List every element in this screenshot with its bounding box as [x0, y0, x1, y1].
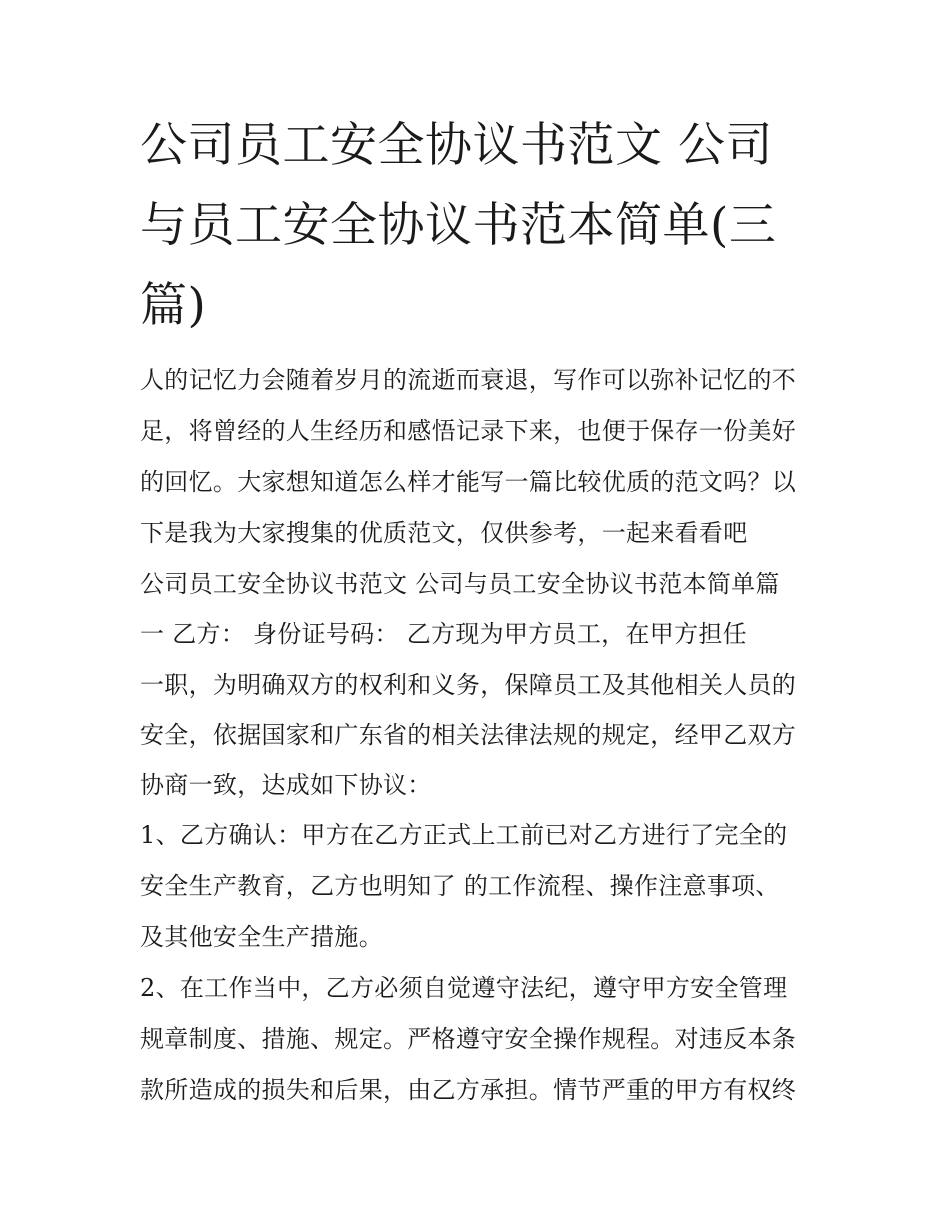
- paragraph-line: 协商一致，达成如下协议：: [140, 771, 432, 799]
- paragraph-line: 人的记忆力会随着岁月的流逝而衰退，写作可以弥补记忆的不: [140, 366, 797, 394]
- paragraph-line: 款所造成的损失和后果，由乙方承担。情节严重的甲方有权终: [140, 1076, 797, 1104]
- paragraph-line: 的回忆。大家想知道怎么样才能写一篇比较优质的范文吗？以: [140, 468, 797, 496]
- paragraph-line: 一职，为明确双方的权利和义务，保障员工及其他相关人员的: [140, 671, 797, 699]
- document-title-line-2: 与员工安全协议书范本简单(三: [140, 198, 777, 253]
- paragraph-line: 一 乙方： 身份证号码： 乙方现为甲方员工，在甲方担任: [140, 620, 747, 648]
- paragraph-line: 2、在工作当中，乙方必须自觉遵守法纪，遵守甲方安全管理: [140, 974, 788, 1002]
- paragraph-line: 1、乙方确认：甲方在乙方正式上工前已对乙方进行了完全的: [140, 821, 788, 849]
- paragraph-line: 规章制度、措施、规定。严格遵守安全操作规程。对违反本条: [140, 1025, 797, 1053]
- paragraph-line: 足，将曾经的人生经历和感悟记录下来，也便于保存一份美好: [140, 417, 797, 445]
- paragraph-line: 安全生产教育，乙方也明知了 的工作流程、操作注意事项、: [140, 872, 780, 900]
- paragraph-line: 下是我为大家搜集的优质范文，仅供参考，一起来看看吧: [140, 519, 748, 547]
- paragraph-line: 公司员工安全协议书范文 公司与员工安全协议书范本简单篇: [140, 570, 780, 598]
- paragraph-line: 及其他安全生产措施。: [140, 923, 383, 951]
- document-title-line-3: 篇): [140, 278, 207, 333]
- paragraph-line: 安全，依据国家和广东省的相关法律法规的规定，经甲乙双方: [140, 721, 797, 749]
- document-title-line-1: 公司员工安全协议书范文 公司: [140, 118, 773, 173]
